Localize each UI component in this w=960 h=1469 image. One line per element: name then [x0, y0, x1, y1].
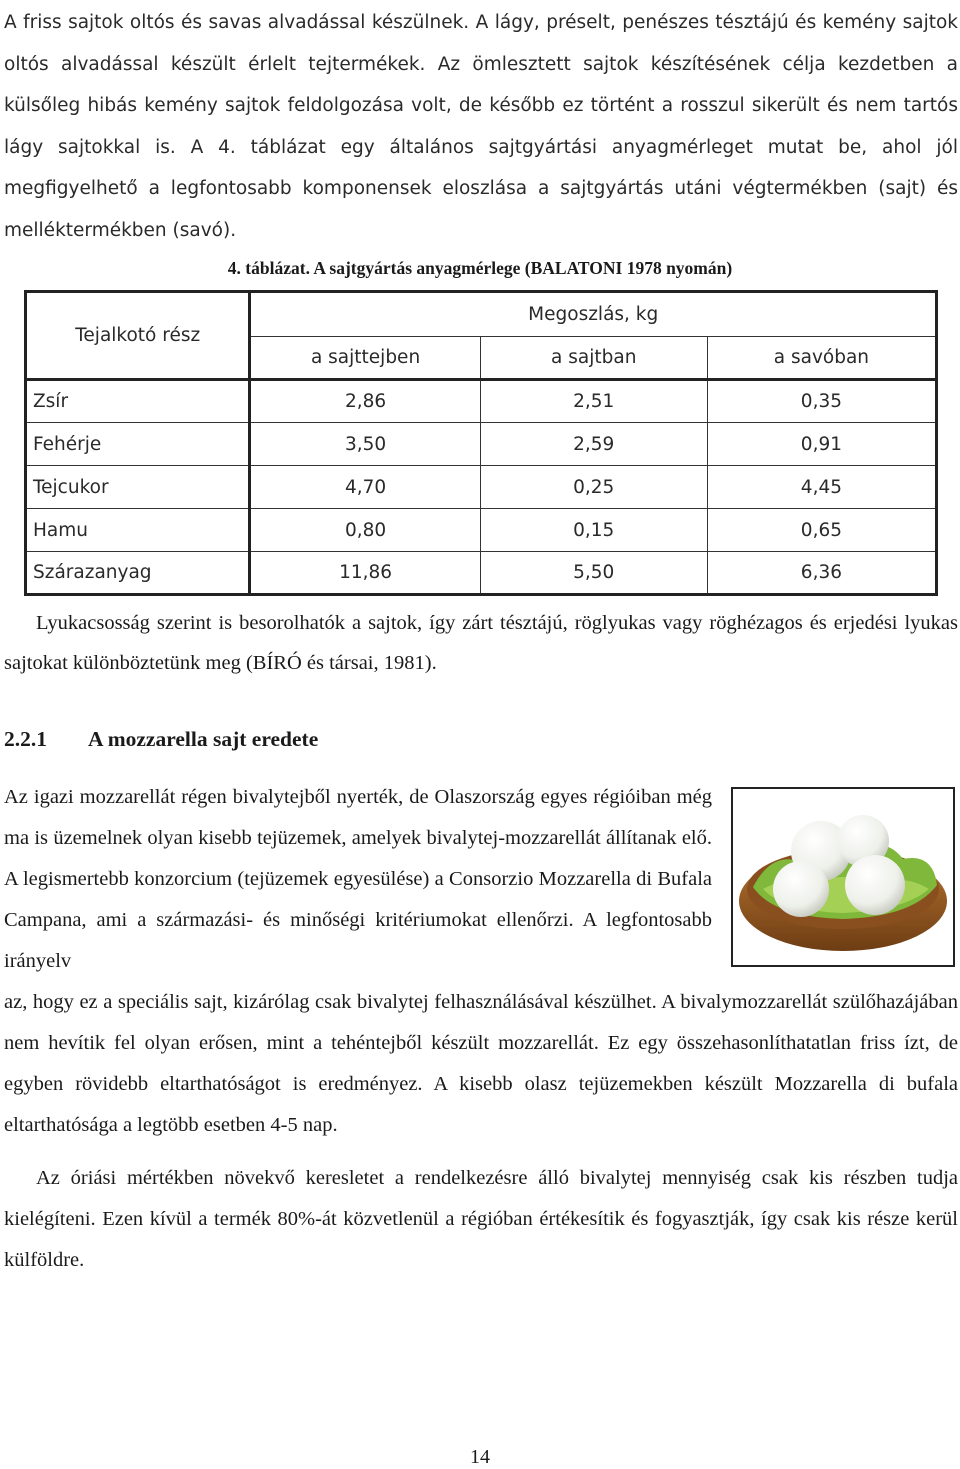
- table-cell: 2,51: [480, 380, 707, 423]
- table-cell: 0,25: [480, 466, 707, 509]
- table-column-header: a sajttejben: [250, 337, 480, 380]
- table-column-header: a sajtban: [480, 337, 707, 380]
- intro-paragraph: A friss sajtok oltós és savas alvadással készülnek. A lágy, préselt, penészes tésztájú és kemény sajtok oltós alvadással készült érlelt tejtermékek. Az ömlesztett sajtok készítésének célja kezdetben a külsőleg hibás kemény sajtok feldolgozása volt, de később ez történt a rosszul sikerült és nem tartós lágy sajtokkal is. A 4. táblázat egy általános sajtgyártási anyagmérleget mutat be, ahol jól megfigyelhető a legfontosabb komponensek eloszlása a sajtgyártás utáni végtermékben (sajt) és melléktermékben (savó).: [4, 12, 958, 241]
- table-row: [26, 509, 937, 552]
- material-balance-table: [24, 290, 938, 596]
- mozzarella-bowl-illustration: [733, 789, 953, 965]
- table-caption: 4. táblázat. A sajtgyártás anyagmérlege (BALATONI 1978 nyomán): [227, 258, 733, 278]
- section-title: A mozzarella sajt eredete: [88, 727, 319, 751]
- table-cell: 0,91: [707, 423, 936, 466]
- table-cell: 6,36: [707, 552, 936, 595]
- table-group-header: Megoszlás, kg: [250, 292, 937, 337]
- table-column-header: a savóban: [707, 337, 936, 380]
- table-cell: 4,70: [250, 466, 480, 509]
- table-cell: 0,65: [707, 509, 936, 552]
- mozzarella-origin-paragraph: Az igazi mozzarellát régen bivalytejből nyerték, de Olaszország egyes régióiban még ma is üzemelnek olyan kisebb tejüzemek, amelyek bivalytej-mozzarellát állítanak elő. A legismertebb konzorcium (tejüzemek egyesülése) a Consorzio Mozzarella di Bufala Campana, ami a származási- és minőségi kritériumokat ellenőrzi. A legfontosabb irányelv: [4, 786, 712, 972]
- table-cell: 0,15: [480, 509, 707, 552]
- table-cell: 3,50: [250, 423, 480, 466]
- table-cell: 0,80: [250, 509, 480, 552]
- table-cell: 2,86: [250, 380, 480, 423]
- table-row-label: Szárazanyag: [26, 552, 250, 595]
- demand-paragraph: Az óriási mértékben növekvő keresletet a rendelkezésre álló bivalytej mennyiség csak kis részben tudja kielégíteni. Ezen kívül a termék 80%-át közvetlenül a régióban értékesítik és fogyasztják, így csak kis része kerül külföldre.: [4, 1167, 958, 1271]
- table-cell: 2,59: [480, 423, 707, 466]
- table-cell: 0,35: [707, 380, 936, 423]
- table-row: [26, 380, 937, 423]
- section-heading: [4, 727, 318, 752]
- porosity-paragraph: Lyukacsosság szerint is besorolhatók a sajtok, így zárt tésztájú, röglyukas vagy röghézagos és erjedési lyukas sajtokat különböztetünk meg (BÍRÓ és társai, 1981).: [4, 612, 958, 674]
- table-row-label: Hamu: [26, 509, 250, 552]
- section-number: 2.2.1: [4, 727, 47, 751]
- table-cell: 4,45: [707, 466, 936, 509]
- table-cell: 11,86: [250, 552, 480, 595]
- table-row-label: Zsír: [26, 380, 250, 423]
- table-row: [26, 466, 937, 509]
- mozzarella-guideline-paragraph: az, hogy ez a speciális sajt, kizárólag csak bivalytej felhasználásával készülhet. A bivalymozzarellát szülőhazájában nem hevítik fel olyan erősen, mint a tehéntejből készült mozzarellát. Ez egy összehasonlíthatatlan friss ízt, de egyben rövidebb eltarthatóságot is eredményez. A kisebb olasz tejüzemekben készült Mozzarella di bufala eltarthatósága a legtöbb esetben 4-5 nap.: [4, 991, 958, 1136]
- table-row-label: Tejcukor: [26, 466, 250, 509]
- mozzarella-photo: [731, 787, 955, 967]
- table-row: [26, 552, 937, 595]
- table-row-label: Fehérje: [26, 423, 250, 466]
- page-number: 14: [470, 1446, 490, 1468]
- table-row-header: Tejalkotó rész: [26, 292, 250, 380]
- table-cell: 5,50: [480, 552, 707, 595]
- table-row: [26, 423, 937, 466]
